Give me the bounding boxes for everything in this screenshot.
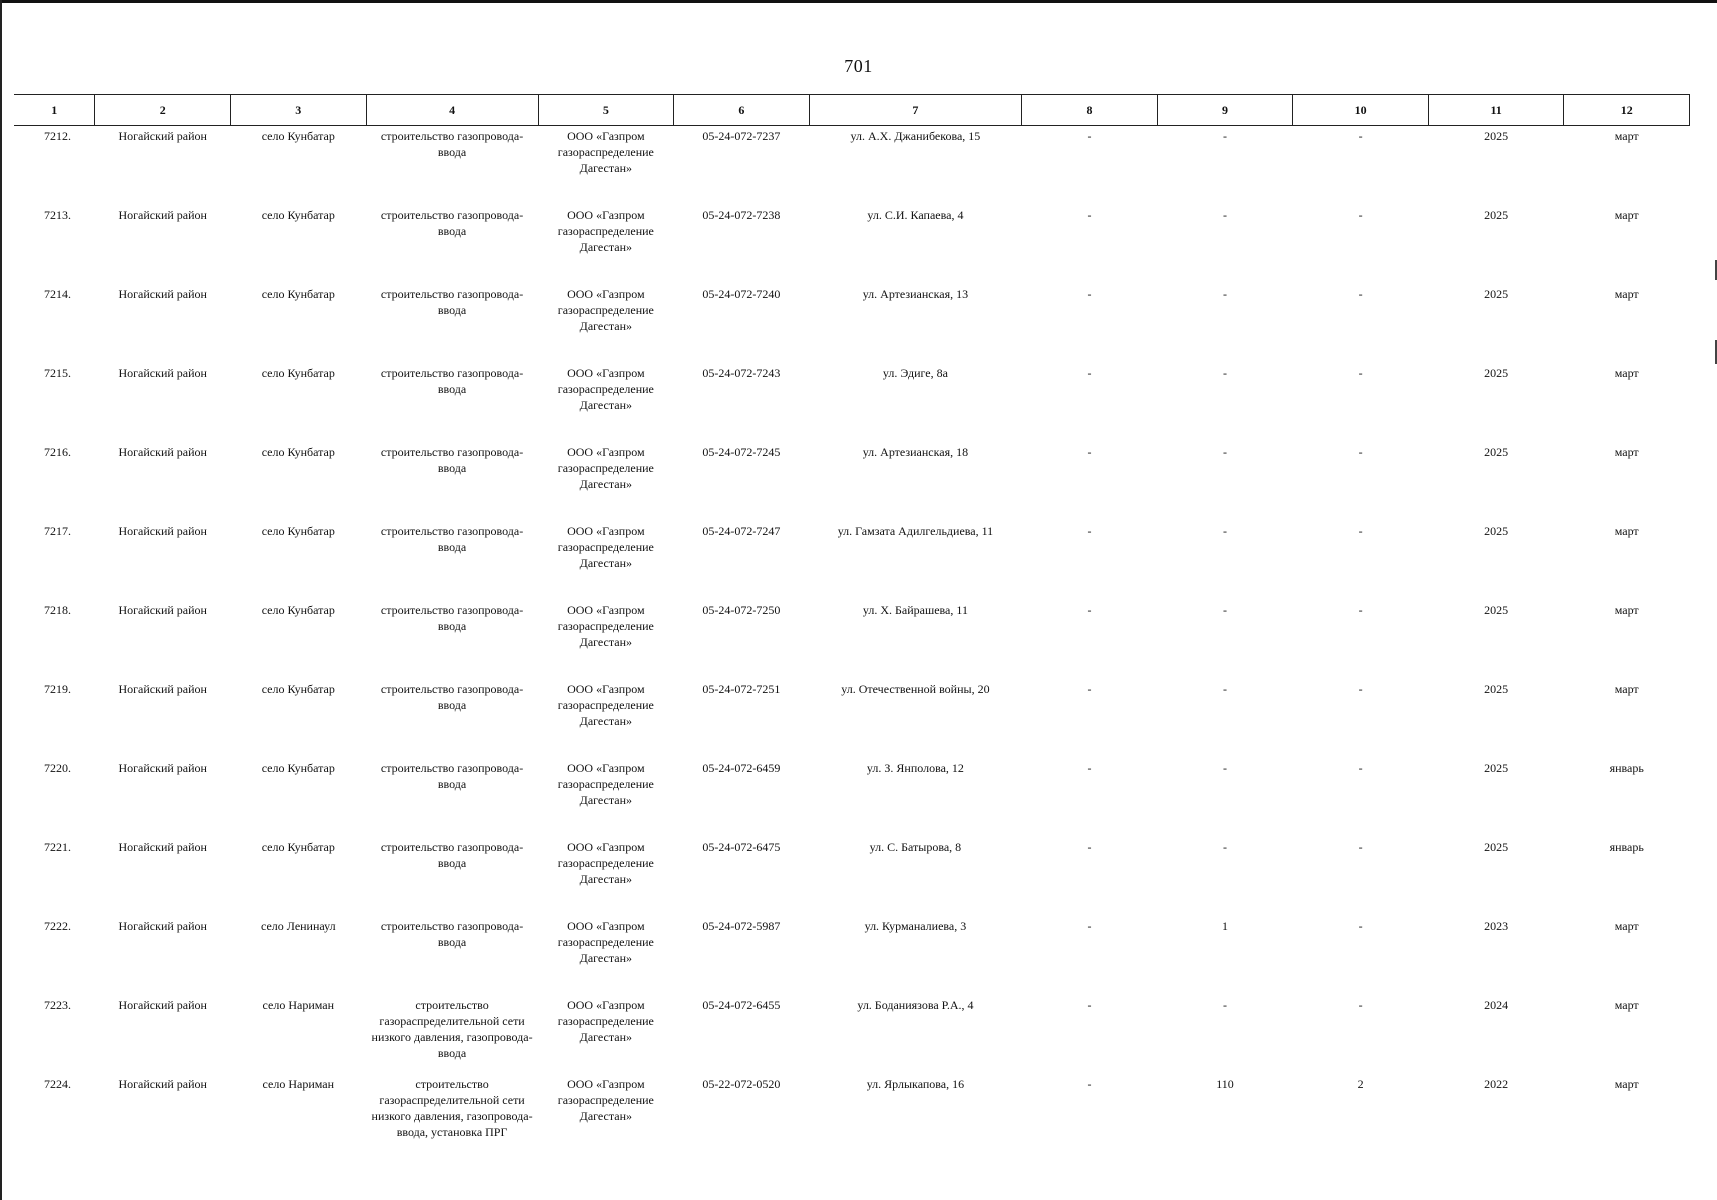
row-number-cell: 7212. (44, 129, 71, 143)
col8-cell: - (1087, 919, 1092, 933)
col9-cell: - (1223, 287, 1227, 301)
table-row (14, 758, 1690, 837)
work-type-cell: строительство газопровода-ввода (380, 919, 524, 949)
row-number-cell: 7218. (44, 603, 71, 617)
settlement-cell: село Кунбатар (261, 524, 335, 538)
row-number-cell: 7221. (44, 840, 71, 854)
month-cell: март (1614, 603, 1639, 617)
col10-cell: - (1358, 603, 1363, 617)
month-cell: март (1614, 1077, 1639, 1091)
row-number-cell: 7222. (44, 919, 71, 933)
organization-cell: ООО «Газпром газораспределение Дагестан» (557, 366, 654, 412)
organization-cell: ООО «Газпром газораспределение Дагестан» (557, 761, 654, 807)
col8-cell: - (1087, 287, 1092, 301)
left-page-edge (0, 0, 2, 1200)
month-cell: январь (1609, 761, 1644, 775)
code-cell: 05-24-072-7247 (702, 524, 781, 538)
month-cell: март (1614, 129, 1639, 143)
code-cell: 05-24-072-7237 (702, 129, 781, 143)
month-cell: март (1614, 445, 1639, 459)
month-cell: март (1614, 208, 1639, 222)
year-cell: 2025 (1484, 287, 1509, 301)
col8-cell: - (1087, 603, 1092, 617)
column-header: 1 (14, 95, 95, 126)
table-row (14, 837, 1690, 916)
column-header: 7 (809, 95, 1021, 126)
organization-cell: ООО «Газпром газораспределение Дагестан» (557, 129, 654, 175)
col9-cell: - (1223, 840, 1227, 854)
code-cell: 05-24-072-7245 (702, 445, 781, 459)
year-cell: 2025 (1484, 603, 1509, 617)
row-number-cell: 7223. (44, 998, 71, 1012)
col8-cell: - (1087, 524, 1092, 538)
col8-cell: - (1087, 682, 1092, 696)
year-cell: 2025 (1484, 524, 1509, 538)
work-type-cell: строительство газопровода-ввода (380, 129, 524, 159)
column-header: 4 (366, 95, 538, 126)
work-type-cell: строительство газопровода-ввода (380, 840, 524, 870)
column-header: 2 (95, 95, 231, 126)
col8-cell: - (1087, 840, 1092, 854)
year-cell: 2024 (1484, 998, 1509, 1012)
address-cell: ул. Отечественной войны, 20 (841, 682, 990, 696)
row-number-cell: 7219. (44, 682, 71, 696)
district-cell: Ногайский район (118, 840, 207, 854)
col9-cell: - (1223, 129, 1227, 143)
table-row (14, 1074, 1690, 1176)
address-cell: ул. С.И. Капаева, 4 (867, 208, 964, 222)
work-type-cell: строительство газопровода-ввода (380, 524, 524, 554)
registry-sheet (14, 94, 1690, 1176)
address-cell: ул. Ярлыкапова, 16 (866, 1077, 965, 1091)
page-number: 701 (844, 56, 873, 76)
col8-cell: - (1087, 445, 1092, 459)
table-row (14, 126, 1690, 206)
organization-cell: ООО «Газпром газораспределение Дагестан» (557, 682, 654, 728)
settlement-cell: село Нариман (262, 998, 335, 1012)
work-type-cell: строительство газопровода-ввода (380, 682, 524, 712)
work-type-cell: строительство газопровода-ввода (380, 366, 524, 396)
address-cell: ул. Боданиязова Р.А., 4 (857, 998, 974, 1012)
col10-cell: - (1358, 129, 1363, 143)
row-number-cell: 7217. (44, 524, 71, 538)
code-cell: 05-24-072-7240 (702, 287, 781, 301)
settlement-cell: село Кунбатар (261, 287, 335, 301)
year-cell: 2023 (1484, 919, 1509, 933)
year-cell: 2025 (1484, 761, 1509, 775)
settlement-cell: село Кунбатар (261, 445, 335, 459)
col9-cell: - (1223, 445, 1227, 459)
organization-cell: ООО «Газпром газораспределение Дагестан» (557, 998, 654, 1044)
district-cell: Ногайский район (118, 524, 207, 538)
col9-cell: - (1223, 682, 1227, 696)
month-cell: март (1614, 919, 1639, 933)
work-type-cell: строительство газопровода-ввода (380, 603, 524, 633)
district-cell: Ногайский район (118, 998, 207, 1012)
settlement-cell: село Кунбатар (261, 603, 335, 617)
district-cell: Ногайский район (118, 208, 207, 222)
settlement-cell: село Кунбатар (261, 366, 335, 380)
col9-cell: - (1223, 208, 1227, 222)
col8-cell: - (1087, 366, 1092, 380)
settlement-cell: село Кунбатар (261, 129, 335, 143)
year-cell: 2025 (1484, 445, 1509, 459)
col8-cell: - (1087, 1077, 1092, 1091)
row-number-cell: 7214. (44, 287, 71, 301)
code-cell: 05-24-072-5987 (702, 919, 781, 933)
col9-cell: - (1223, 761, 1227, 775)
registry-rows (14, 126, 1690, 1177)
col10-cell: - (1358, 761, 1363, 775)
row-number-cell: 7224. (44, 1077, 71, 1091)
district-cell: Ногайский район (118, 919, 207, 933)
month-cell: январь (1609, 840, 1644, 854)
address-cell: ул. Х. Байрашева, 11 (862, 603, 968, 617)
organization-cell: ООО «Газпром газораспределение Дагестан» (557, 524, 654, 570)
col9-cell: 110 (1216, 1077, 1234, 1091)
work-type-cell: строительство газопровода-ввода (380, 445, 524, 475)
col10-cell: - (1358, 682, 1363, 696)
col10-cell: - (1358, 998, 1363, 1012)
row-number-cell: 7216. (44, 445, 71, 459)
district-cell: Ногайский район (118, 603, 207, 617)
district-cell: Ногайский район (118, 761, 207, 775)
col10-cell: - (1358, 208, 1363, 222)
address-cell: ул. Курманалиева, 3 (864, 919, 967, 933)
year-cell: 2025 (1484, 682, 1509, 696)
address-cell: ул. Гамзата Адилгельдиева, 11 (837, 524, 994, 538)
col9-cell: - (1223, 998, 1227, 1012)
top-rule (0, 0, 1717, 3)
code-cell: 05-24-072-7243 (702, 366, 781, 380)
district-cell: Ногайский район (118, 129, 207, 143)
code-cell: 05-24-072-7250 (702, 603, 781, 617)
organization-cell: ООО «Газпром газораспределение Дагестан» (557, 603, 654, 649)
code-cell: 05-24-072-7238 (702, 208, 781, 222)
code-cell: 05-22-072-0520 (702, 1077, 781, 1091)
row-number-cell: 7215. (44, 366, 71, 380)
col8-cell: - (1087, 208, 1092, 222)
organization-cell: ООО «Газпром газораспределение Дагестан» (557, 208, 654, 254)
table-row (14, 521, 1690, 600)
year-cell: 2022 (1484, 1077, 1509, 1091)
month-cell: март (1614, 682, 1639, 696)
settlement-cell: село Кунбатар (261, 840, 335, 854)
table-row (14, 284, 1690, 363)
registry-table (14, 94, 1690, 1176)
table-row (14, 916, 1690, 995)
work-type-cell: строительство газораспределительной сети низкого давления, газопровода-ввода (371, 998, 533, 1060)
year-cell: 2025 (1484, 840, 1509, 854)
code-cell: 05-24-072-6455 (702, 998, 781, 1012)
code-cell: 05-24-072-6459 (702, 761, 781, 775)
month-cell: март (1614, 366, 1639, 380)
table-row (14, 679, 1690, 758)
code-cell: 05-24-072-6475 (702, 840, 781, 854)
work-type-cell: строительство газопровода-ввода (380, 208, 524, 238)
settlement-cell: село Ленинаул (260, 919, 336, 933)
organization-cell: ООО «Газпром газораспределение Дагестан» (557, 919, 654, 965)
col9-cell: - (1223, 603, 1227, 617)
code-cell: 05-24-072-7251 (702, 682, 781, 696)
organization-cell: ООО «Газпром газораспределение Дагестан» (557, 1077, 654, 1123)
table-row (14, 205, 1690, 284)
col8-cell: - (1087, 761, 1092, 775)
col8-cell: - (1087, 129, 1092, 143)
col10-cell: - (1358, 919, 1363, 933)
address-cell: ул. С. Батырова, 8 (869, 840, 962, 854)
address-cell: ул. Эдиге, 8а (882, 366, 948, 380)
work-type-cell: строительство газораспределительной сети низкого давления, газопровода-ввода, установка ПРГ (371, 1077, 533, 1139)
address-cell: ул. З. Янполова, 12 (866, 761, 964, 775)
table-row (14, 600, 1690, 679)
settlement-cell: село Кунбатар (261, 682, 335, 696)
column-header: 5 (538, 95, 674, 126)
settlement-cell: село Кунбатар (261, 208, 335, 222)
organization-cell: ООО «Газпром газораспределение Дагестан» (557, 287, 654, 333)
col9-cell: 1 (1222, 919, 1228, 933)
district-cell: Ногайский район (118, 445, 207, 459)
col10-cell: - (1358, 366, 1363, 380)
column-header: 6 (674, 95, 810, 126)
column-header: 9 (1157, 95, 1293, 126)
settlement-cell: село Кунбатар (261, 761, 335, 775)
month-cell: март (1614, 287, 1639, 301)
column-header: 11 (1428, 95, 1564, 126)
row-number-cell: 7220. (44, 761, 71, 775)
column-header: 3 (231, 95, 367, 126)
table-row (14, 442, 1690, 521)
header-row (14, 95, 1690, 126)
table-row (14, 363, 1690, 442)
month-cell: март (1614, 998, 1639, 1012)
district-cell: Ногайский район (118, 287, 207, 301)
col9-cell: - (1223, 524, 1227, 538)
column-header: 12 (1564, 95, 1690, 126)
address-cell: ул. Артезианская, 13 (862, 287, 969, 301)
address-cell: ул. Артезианская, 18 (862, 445, 969, 459)
month-cell: март (1614, 524, 1639, 538)
col10-cell: - (1358, 287, 1363, 301)
district-cell: Ногайский район (118, 682, 207, 696)
address-cell: ул. А.Х. Джанибекова, 15 (850, 129, 981, 143)
col10-cell: - (1358, 840, 1363, 854)
column-header: 8 (1022, 95, 1158, 126)
year-cell: 2025 (1484, 366, 1509, 380)
row-number-cell: 7213. (44, 208, 71, 222)
year-cell: 2025 (1484, 129, 1509, 143)
column-header: 10 (1293, 95, 1429, 126)
settlement-cell: село Нариман (262, 1077, 335, 1091)
work-type-cell: строительство газопровода-ввода (380, 287, 524, 317)
col8-cell: - (1087, 998, 1092, 1012)
col10-cell: 2 (1357, 1077, 1364, 1091)
work-type-cell: строительство газопровода-ввода (380, 761, 524, 791)
organization-cell: ООО «Газпром газораспределение Дагестан» (557, 840, 654, 886)
table-row (14, 995, 1690, 1074)
col10-cell: - (1358, 524, 1363, 538)
district-cell: Ногайский район (118, 366, 207, 380)
district-cell: Ногайский район (118, 1077, 207, 1091)
year-cell: 2025 (1484, 208, 1509, 222)
col9-cell: - (1223, 366, 1227, 380)
col10-cell: - (1358, 445, 1363, 459)
organization-cell: ООО «Газпром газораспределение Дагестан» (557, 445, 654, 491)
